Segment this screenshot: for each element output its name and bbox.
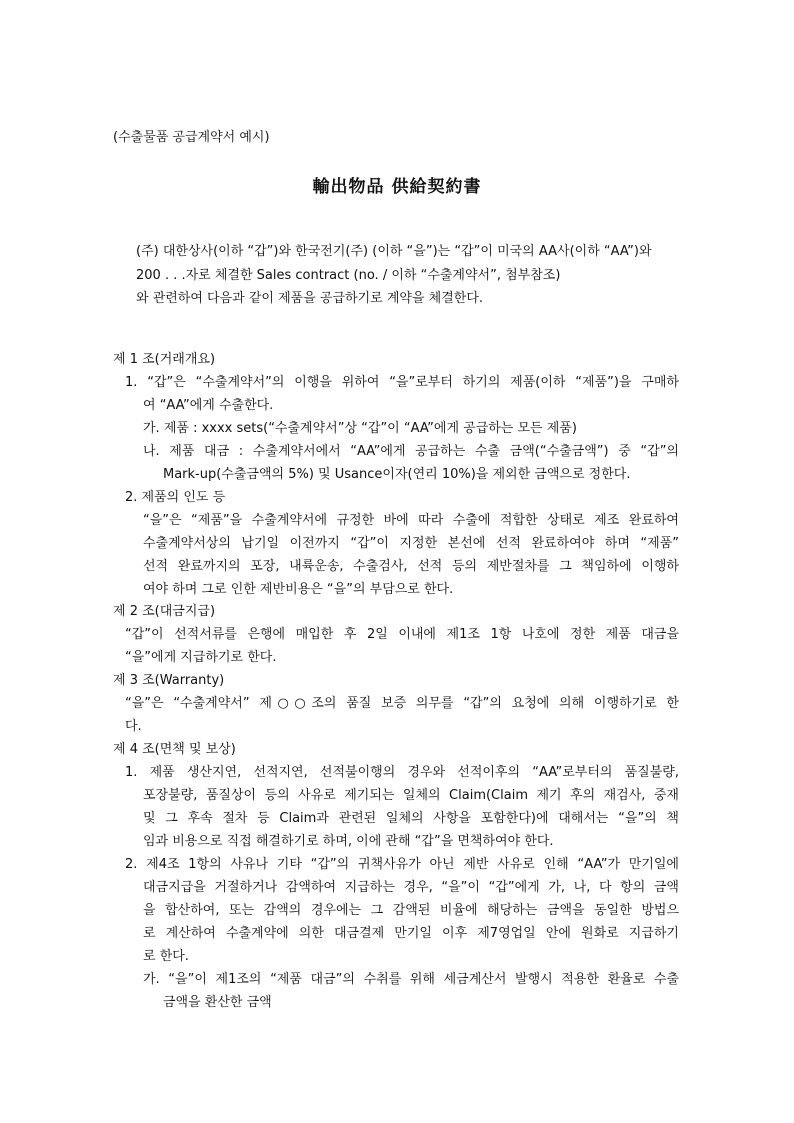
article-4-item-2-line-5: 로 한다. [143, 949, 189, 964]
article-4-item-1-line-3: 및 그 후속 절차 등 Claim과 관련된 일체의 사항을 포함한다)에 대해서는 “을”의 책 [143, 811, 679, 826]
article-1-sub-ga: 가. 제품 : xxxx sets(“수출계약서”상 “갑”이 “AA”에게 공급하는 모든 제품) [143, 421, 577, 436]
document-title: 輸出物品 供給契約書 [312, 177, 482, 197]
article-4-item-2-line-1: 2. 제4조 1항의 사유나 기타 “갑”의 귀책사유가 아닌 제반 사유로 인해 “AA”가 만기일에 [125, 857, 679, 872]
article-4-item-2-line-4: 로 계산하여 수출계약에 의한 대금결제 만기일 이후 제7영업일 안에 원화로 지급하기 [143, 926, 679, 941]
article-2-heading: 제 2 조(대금지급) [113, 604, 216, 619]
article-2-line-2: “을”에게 지급하기로 한다. [125, 650, 277, 665]
article-1-item-1-line-2: 여 “AA”에게 수출한다. [143, 398, 274, 413]
article-1-item-2-line-1: “을”은 “제품”을 수출계약서에 규정한 바에 따라 수출에 적합한 상태로 제조 완료하여 [143, 513, 679, 528]
article-4-heading: 제 4 조(면책 및 보상) [113, 742, 236, 757]
article-4-item-1-line-4: 임과 비용으로 직접 해결하기로 하며, 이에 관해 “갑”을 면책하여야 한다. [143, 834, 554, 849]
intro-line-2: 200 . . .자로 체결한 Sales contract (no. / 이하 “수출계약서”, 첨부참조) [136, 268, 561, 283]
article-4-sub-ga-line-2: 금액을 환산한 금액 [163, 995, 272, 1010]
article-3-line-2: 다. [125, 719, 142, 734]
article-1-sub-na-line-1: 나. 제품 대금 : 수출계약서에서 “AA”에게 공급하는 수출 금액(“수출금액”) 중 “갑”의 [143, 444, 679, 459]
article-4-item-1-line-2: 포장불량, 품질상이 등의 사유로 제기되는 일체의 Claim(Claim 제기 후의 재검사, 중재 [143, 788, 679, 803]
article-2-line-1: “갑”이 선적서류를 은행에 매입한 후 2일 이내에 제1조 1항 나호에 정한 제품 대금을 [125, 627, 679, 642]
article-1-item-2-line-4: 여야 하며 그로 인한 제반비용은 “을”의 부담으로 한다. [143, 582, 454, 597]
article-4-item-2-line-3: 을 합산하여, 또는 감액의 경우에는 그 감액된 비율에 해당하는 금액을 동일한 방법으 [143, 903, 679, 918]
article-3-line-1: “을”은 “수출계약서” 제○○조의 품질 보증 의무를 “갑”의 요청에 의해 이행하기로 한 [125, 696, 679, 711]
header-note: (수출물품 공급계약서 예시) [113, 130, 270, 145]
article-1-item-2-line-2: 수출계약서상의 납기일 이전까지 “갑”이 지정한 본선에 선적 완료하여야 하며 “제품” [143, 536, 679, 551]
article-1-sub-na-line-2: Mark-up(수출금액의 5%) 및 Usance이자(연리 10%)을 제외한 금액으로 정한다. [163, 467, 631, 482]
article-1-item-2-line-3: 선적 완료까지의 포장, 내륙운송, 수출검사, 선적 등의 제반절차를 그 책임하에 이행하 [143, 559, 679, 574]
intro-line-1: (주) 대한상사(이하 “갑”)와 한국전기(주) (이하 “을”)는 “갑”이 미국의 AA사(이하 “AA”)와 [136, 244, 652, 259]
article-4-sub-ga-line-1: 가. “을”이 제1조의 “제품 대금”의 수취를 위해 세금계산서 발행시 적용한 환율로 수출 [143, 972, 679, 987]
article-1-item-2: 2. 제품의 인도 등 [125, 490, 226, 505]
article-4-item-2-line-2: 대금지급을 거절하거나 감액하여 지급하는 경우, “을”이 “갑”에게 가, 나, 다 항의 금액 [143, 880, 679, 895]
intro-line-3: 와 관련하여 다음과 같이 제품을 공급하기로 계약을 체결한다. [136, 291, 484, 306]
article-1-item-1-line-1: 1. “갑”은 “수출계약서”의 이행을 위하여 “을”로부터 하기의 제품(이하 “제품”)을 구매하 [125, 375, 679, 390]
article-3-heading: 제 3 조(Warranty) [113, 673, 225, 688]
article-1-heading: 제 1 조(거래개요) [113, 352, 216, 367]
article-4-item-1-line-1: 1. 제품 생산지연, 선적지연, 선적불이행의 경우와 선적이후의 “AA”로부터의 품질불량, [125, 765, 679, 780]
